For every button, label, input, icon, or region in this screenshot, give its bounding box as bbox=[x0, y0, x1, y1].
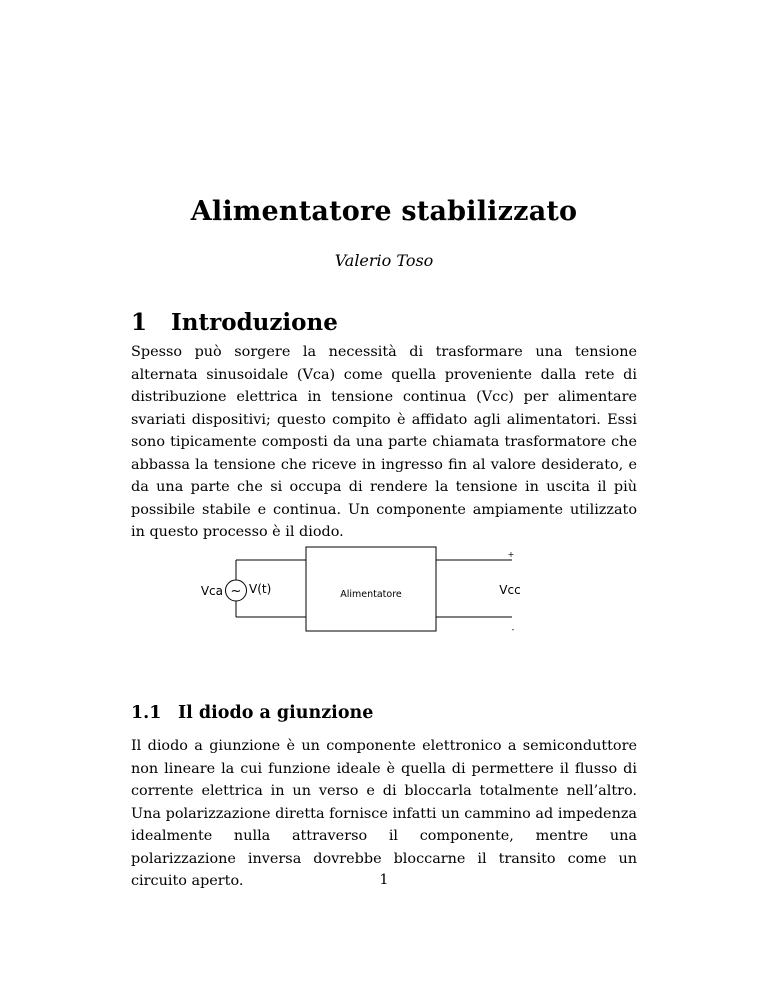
diagram-svg bbox=[190, 535, 550, 645]
page-number: 1 bbox=[379, 872, 389, 888]
document-title: Alimentatore stabilizzato bbox=[190, 196, 578, 227]
minus-sign: - bbox=[511, 625, 515, 634]
subsection-number: 1.1 bbox=[131, 703, 162, 723]
author-name: Valerio Toso bbox=[334, 251, 434, 270]
subsection-title: Il diodo a giunzione bbox=[178, 703, 374, 723]
plus-sign: + bbox=[507, 550, 515, 559]
section-number: 1 bbox=[131, 309, 148, 336]
section-title: Introduzione bbox=[171, 309, 338, 336]
diode-paragraph: Il diodo a giunzione è un componente elettronico a semiconduttore non lineare la cui funzione ideale è quella di permettere il flusso di corrente elettrica in un verso e di bloccarla totalmente nell’altro. Una polarizzazione diretta fornisce infatti un cammino ad impedenza idealmente nulla attraverso il componente, mentre una polarizzazione inversa dovrebbe bloccarne il transito come un circuito aperto. bbox=[131, 738, 637, 889]
source-signal-label: V(t) bbox=[249, 582, 272, 596]
output-label: Vcc bbox=[499, 583, 521, 597]
section-heading bbox=[131, 309, 338, 336]
intro-paragraph: Spesso può sorgere la necessità di trasformare una tensione alternata sinusoidale (Vca) come quella proveniente dalla rete di distribuzione elettrica in tensione continua (Vcc) per alimentare svariati dispositivi; questo compito è affidato agli alimentatori. Essi sono tipicamente composti da una parte chiamata trasformatore che abbassa la tensione che riceve in ingresso fin al valore desiderato, e da una parte che si occupa di rendere la tensione in uscita il più possibile stabile e continua. Un componente ampiamente utilizzato in questo processo è il diodo. bbox=[131, 344, 637, 540]
power-supply-diagram bbox=[190, 535, 550, 645]
source-label: Vca bbox=[200, 584, 223, 598]
block-label: Alimentatore bbox=[340, 589, 402, 600]
subsection-heading bbox=[131, 703, 373, 723]
ac-source-symbol: ~ bbox=[230, 584, 242, 599]
